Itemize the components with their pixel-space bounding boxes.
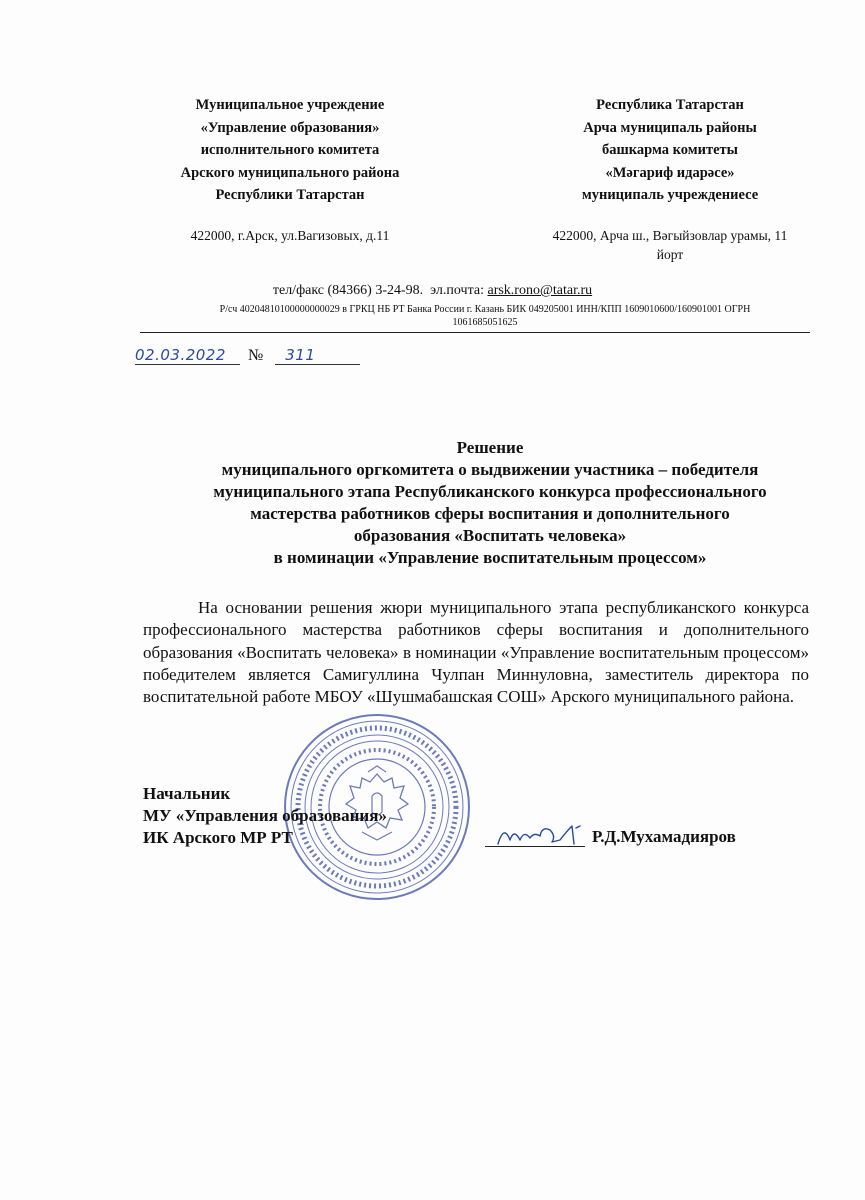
header-left-line: Муниципальное учреждение xyxy=(195,97,385,113)
title-line: муниципального этапа Республиканского конкурса профессионального xyxy=(213,482,767,501)
registration-date: 02.03.2022 xyxy=(135,346,240,365)
contact-line xyxy=(0,283,865,299)
header-right-line: «Мәгариф идарәсе» xyxy=(605,164,735,181)
header-left-line: Республики Татарстан xyxy=(215,187,365,203)
title-line: мастерства работников сферы воспитания и дополнительного xyxy=(250,504,730,523)
signatory-line: ИК Арского МР РТ xyxy=(143,828,293,847)
header-right-address xyxy=(500,226,840,264)
signatory-block xyxy=(143,783,387,849)
body-paragraph: На основании решения жюри муниципального этапа республиканского конкурса профессионального мастерства работников сферы воспитания и дополнительного образования «Воспитать человека» в номинации «Управление воспитательным процессом» победителем является Самигуллина Чулпан Миннуловна, заместитель директора по воспитательной работе МБОУ «Шушмабашская СОШ» Арского муниципального района. xyxy=(143,598,809,707)
bank-details xyxy=(160,303,810,329)
document-title xyxy=(120,437,860,569)
header-right-line: муниципаль учреждениесе xyxy=(581,187,759,203)
email-label: эл.почта: xyxy=(430,283,484,298)
title-line: образования «Воспитать человека» xyxy=(353,526,627,545)
phone-fax: тел/факс (84366) 3-24-98. xyxy=(272,283,424,298)
handwritten-signature-icon xyxy=(490,818,585,852)
registration-line xyxy=(135,346,360,365)
header-left-address: 422000, г.Арск, ул.Вагизовых, д.11 xyxy=(190,227,390,243)
header-left xyxy=(140,94,440,245)
title-line: Решение xyxy=(456,438,524,457)
registration-number: 311 xyxy=(275,346,360,365)
signatory-line: Начальник xyxy=(143,784,231,803)
title-line: в номинации «Управление воспитательным процессом» xyxy=(273,548,707,567)
header-right-address-line: йорт xyxy=(656,246,684,262)
header-divider xyxy=(140,332,810,333)
bank-details-line: Р/сч 40204810100000000029 в ГРКЦ НБ РТ Банка России г. Казань БИК 049205001 ИНН/КПП 1609010600/160901001 ОГРН xyxy=(219,304,751,315)
signatory-line: МУ «Управления образования» xyxy=(143,806,387,825)
header-right-address-line: 422000, Арча ш., Вәгыйзовлар урамы, 11 xyxy=(552,227,788,243)
email-link[interactable]: arsk.rono@tatar.ru xyxy=(487,283,593,298)
header-right-line: Арча муниципаль районы xyxy=(583,119,757,136)
header-right-line: Республика Татарстан xyxy=(596,97,744,113)
header-left-line: Арского муниципального района xyxy=(180,164,400,181)
header-left-line: исполнительного комитета xyxy=(200,142,380,158)
header-right-line: башкарма комитеты xyxy=(602,142,738,158)
signatory-name: Р.Д.Мухамадияров xyxy=(592,827,736,846)
title-line: муниципального оргкомитета о выдвижении участника – победителя xyxy=(221,460,759,479)
bank-details-line: 1061685051625 xyxy=(452,317,518,328)
number-label: № xyxy=(248,347,264,364)
header-left-line: «Управление образования» xyxy=(200,119,380,136)
header-right xyxy=(500,94,840,264)
